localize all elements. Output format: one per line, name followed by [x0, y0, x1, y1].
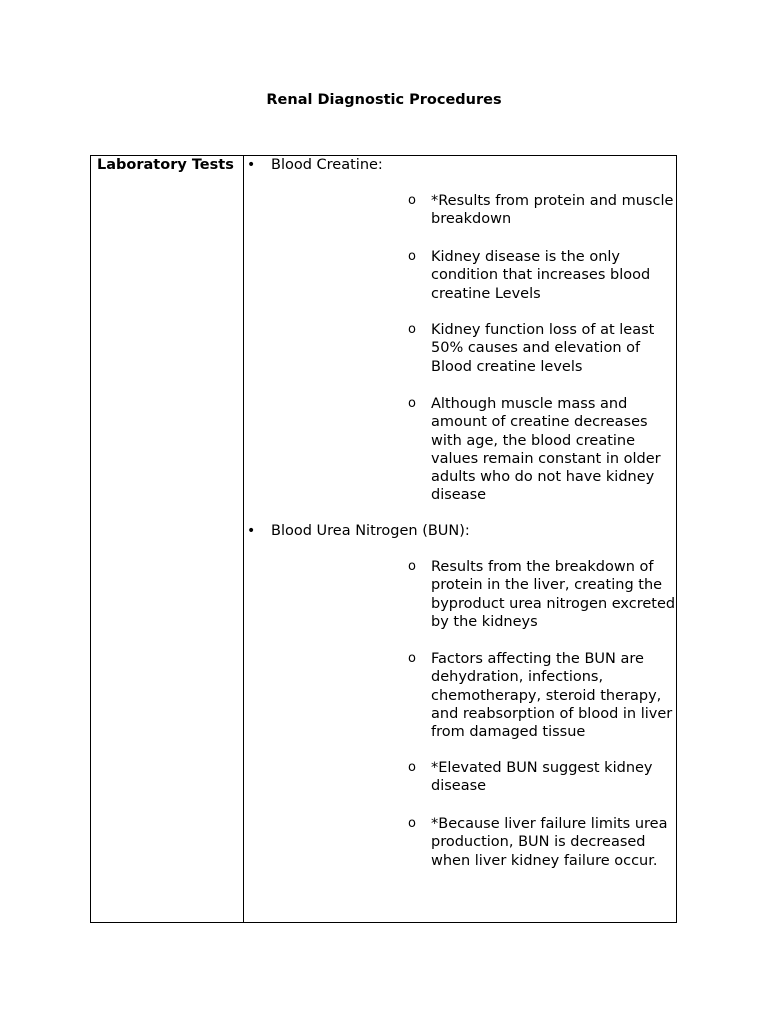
list-item-text: Factors affecting the BUN are dehydration, infections, chemotherapy, steroid therapy, and reabsorption of blood in liver from damaged tissue: [431, 651, 673, 741]
sub-bullet-icon: o: [408, 249, 416, 264]
list-item: [408, 192, 676, 229]
list-item-text: Results from the breakdown of protein in the liver, creating the byproduct urea nitrogen excreted by the kidneys: [431, 559, 676, 630]
procedures-table: [90, 155, 677, 923]
list-item: [408, 321, 676, 376]
sub-bullet-icon: o: [408, 559, 416, 574]
list-item-text: *Elevated BUN suggest kidney disease: [431, 760, 653, 795]
list-item: [408, 759, 676, 796]
list-item: [408, 815, 676, 870]
list-item: [408, 650, 676, 741]
list-item-text: Although muscle mass and amount of creatine decreases with age, the blood creatine values remain constant in older adults who do not have kidney disease: [431, 396, 661, 504]
bullet-icon: •: [247, 157, 256, 173]
list-item: [408, 558, 676, 631]
list-item-text: Kidney disease is the only condition that increases blood creatine Levels: [431, 249, 651, 302]
row-label: Laboratory Tests: [97, 157, 234, 173]
sub-bullet-icon: o: [408, 651, 416, 666]
list-item: [408, 248, 676, 303]
sub-bullet-icon: o: [408, 760, 416, 775]
list-item-text: *Because liver failure limits urea production, BUN is decreased when liver kidney failure occur.: [431, 816, 668, 869]
section-heading-bun: [247, 522, 470, 541]
list-item-text: *Results from protein and muscle breakdown: [431, 193, 674, 228]
section-heading-text: Blood Creatine:: [271, 157, 383, 173]
list-item: [408, 395, 676, 505]
page-title: Renal Diagnostic Procedures: [266, 92, 502, 108]
bullet-icon: •: [247, 523, 256, 539]
column-divider: [243, 156, 244, 922]
sub-bullet-icon: o: [408, 816, 416, 831]
sub-bullet-icon: o: [408, 193, 416, 208]
section-heading-blood-creatine: [247, 156, 383, 175]
section-heading-text: Blood Urea Nitrogen (BUN):: [271, 523, 470, 539]
list-item-text: Kidney function loss of at least 50% causes and elevation of Blood creatine levels: [431, 322, 655, 375]
sub-bullet-icon: o: [408, 396, 416, 411]
sub-bullet-icon: o: [408, 322, 416, 337]
